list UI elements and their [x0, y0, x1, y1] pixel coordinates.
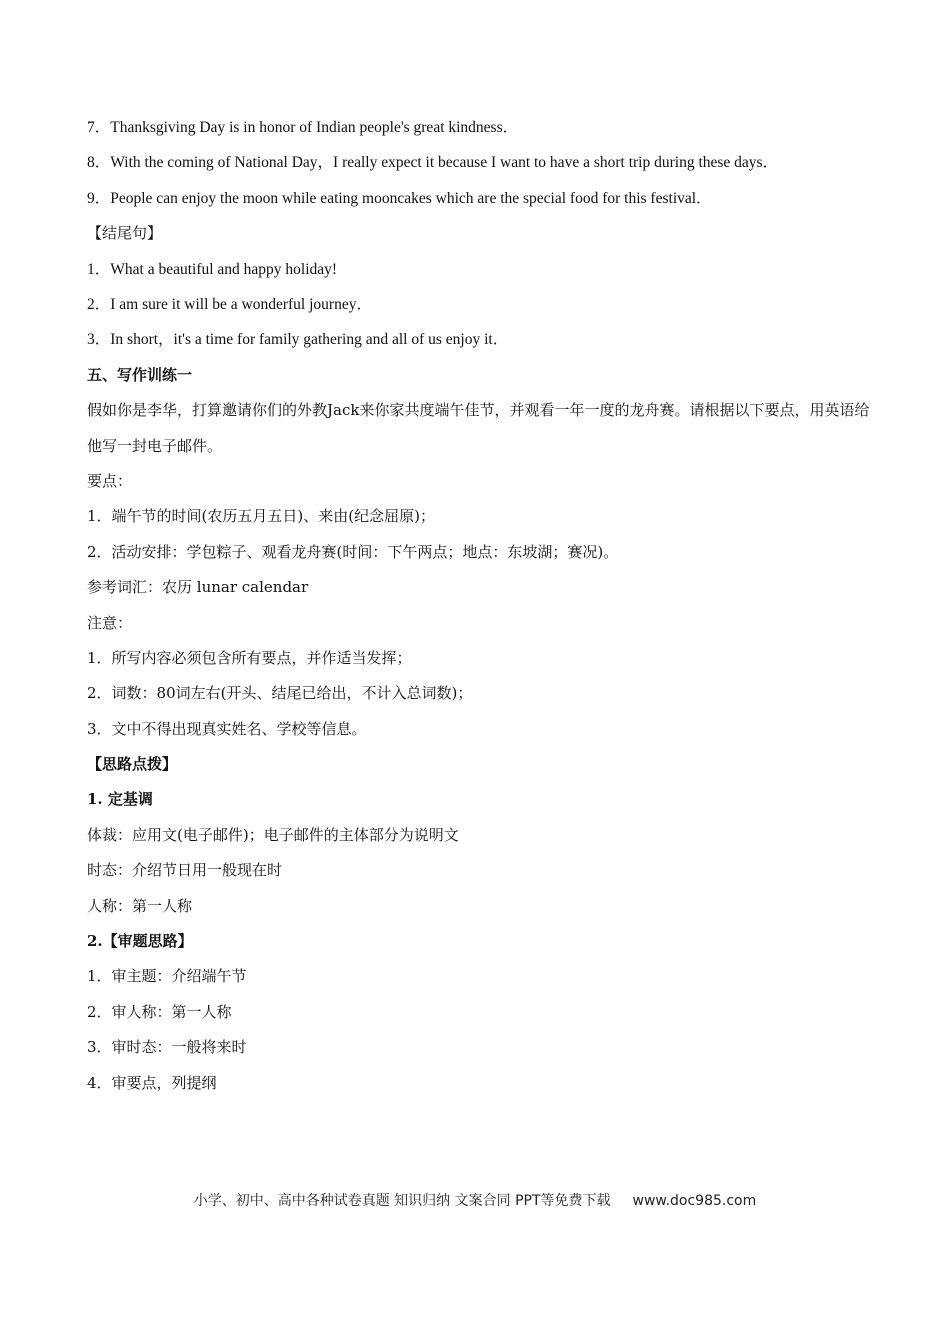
- analysis-step-1: 1．审主题：介绍端午节: [87, 967, 247, 986]
- set-tone-heading: 1. 定基调: [87, 790, 153, 809]
- page-footer: [0, 1190, 950, 1210]
- section-heading-writing-practice: 五、写作训练一: [87, 365, 193, 384]
- note-2: 2．词数：80词左右(开头、结尾已给出，不计入总词数)；: [87, 684, 473, 703]
- closing-sentence-2: 2．I am sure it will be a wonderful journey．: [87, 295, 372, 313]
- closing-sentence-3: 3．In short，it's a time for family gathering and all of us enjoy it．: [87, 331, 509, 349]
- reference-vocabulary: 参考词汇：农历 lunar calendar: [87, 578, 309, 597]
- thinking-guide-heading: 【思路点拨】: [87, 755, 178, 774]
- key-points-label: 要点：: [87, 471, 133, 490]
- closing-sentence-1: 1．What a beautiful and happy holiday!: [87, 260, 338, 278]
- opening-sentence-7: 7．Thanksgiving Day is in honor of Indian people's great kindness．: [87, 119, 519, 136]
- footer-text: 小学、初中、高中各种试卷真题 知识归纳 文案合同 PPT等免费下载: [193, 1193, 611, 1209]
- document-body: [87, 110, 877, 1101]
- analysis-step-2: 2．审人称：第一人称: [87, 1002, 232, 1021]
- opening-sentence-8: 8．With the coming of National Day，I really expect it because I want to have a short trip during these days．: [87, 154, 779, 172]
- note-3: 3．文中不得出现真实姓名、学校等信息。: [87, 719, 367, 738]
- opening-sentence-9: 9．People can enjoy the moon while eating mooncakes which are the special food for this festival．: [87, 189, 712, 207]
- analysis-heading: 2.【审题思路】: [87, 932, 193, 951]
- key-point-2: 2．活动安排：学包粽子、观看龙舟赛(时间：下午两点；地点：东坡湖；赛况)。: [87, 542, 619, 561]
- analysis-step-4: 4．审要点，列提纲: [87, 1073, 217, 1092]
- analysis-step-3: 3．审时态：一般将来时: [87, 1038, 247, 1057]
- genre-line: 体裁：应用文(电子邮件)；电子邮件的主体部分为说明文: [87, 825, 459, 844]
- writing-prompt: 假如你是李华，打算邀请你们的外教Jack来你家共度端午佳节，并观看一年一度的龙舟赛。请根据以下要点，用英语给他写一封电子邮件。: [87, 401, 870, 455]
- note-1: 1．所写内容必须包含所有要点，并作适当发挥；: [87, 648, 412, 667]
- footer-site-link[interactable]: www.doc985.com: [632, 1193, 757, 1209]
- person-line: 人称：第一人称: [87, 896, 193, 915]
- key-point-1: 1．端午节的时间(农历五月五日)、来由(纪念屈原)；: [87, 507, 435, 526]
- closing-sentences-heading: 【结尾句】: [87, 224, 163, 243]
- tense-line: 时态：介绍节日用一般现在时: [87, 861, 283, 880]
- notes-label: 注意：: [87, 613, 133, 632]
